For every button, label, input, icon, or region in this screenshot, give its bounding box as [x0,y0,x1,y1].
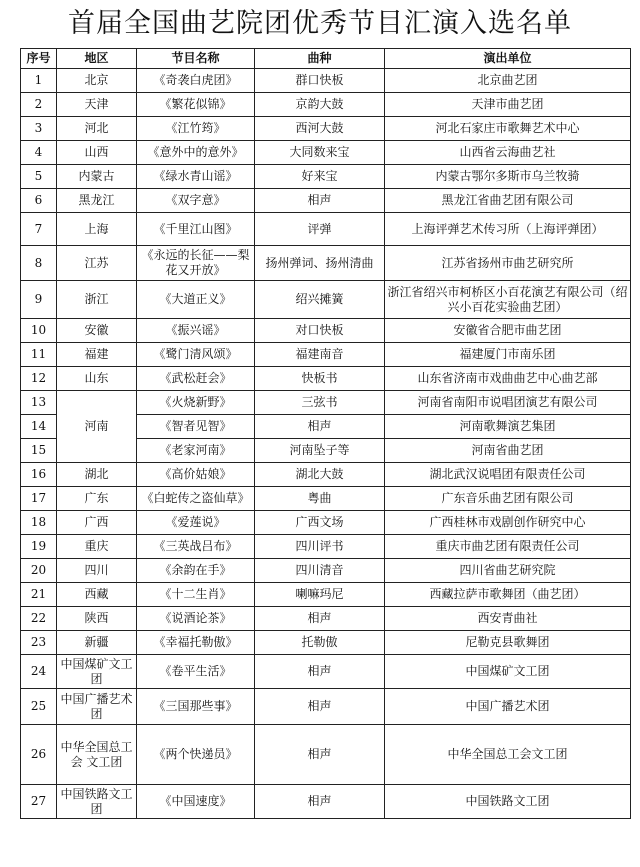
row-unit: 河南省曲艺团 [385,439,631,463]
row-program: 《中国速度》 [137,785,255,819]
row-genre: 喇嘛玛尼 [255,583,385,607]
table-row [21,583,631,607]
row-unit: 上海评弹艺术传习所（上海评弹团） [385,213,631,246]
row-region: 中国铁路文工团 [57,785,137,819]
row-genre: 绍兴摊簧 [255,281,385,319]
table-row [21,343,631,367]
row-genre: 福建南音 [255,343,385,367]
row-program: 《高价姑娘》 [137,463,255,487]
table-row [21,281,631,319]
row-program: 《余韵在手》 [137,559,255,583]
row-region: 福建 [57,343,137,367]
row-region: 中华全国总工会 文工团 [57,725,137,785]
row-program: 《火烧新野》 [137,391,255,415]
table-row [21,141,631,165]
row-program: 《奇袭白虎团》 [137,69,255,93]
row-index: 1 [21,69,57,93]
row-index: 17 [21,487,57,511]
row-unit: 福建厦门市南乐团 [385,343,631,367]
row-unit: 内蒙古鄂尔多斯市乌兰牧骑 [385,165,631,189]
row-unit: 中华全国总工会文工团 [385,725,631,785]
row-index: 9 [21,281,57,319]
row-genre: 西河大鼓 [255,117,385,141]
row-index: 21 [21,583,57,607]
row-region: 陕西 [57,607,137,631]
row-program: 《老家河南》 [137,439,255,463]
row-region: 浙江 [57,281,137,319]
row-region: 湖北 [57,463,137,487]
table-row [21,246,631,281]
table-row [21,117,631,141]
row-region: 内蒙古 [57,165,137,189]
row-index: 4 [21,141,57,165]
row-region: 黑龙江 [57,189,137,213]
page-title: 首届全国曲艺院团优秀节目汇演入选名单 [68,8,572,39]
row-unit: 重庆市曲艺团有限责任公司 [385,535,631,559]
row-program: 《江竹筠》 [137,117,255,141]
row-region: 广西 [57,511,137,535]
row-index: 19 [21,535,57,559]
row-unit: 河北石家庄市歌舞艺术中心 [385,117,631,141]
row-genre: 相声 [255,415,385,439]
row-index: 12 [21,367,57,391]
row-genre: 相声 [255,607,385,631]
row-genre: 四川评书 [255,535,385,559]
header-unit: 演出单位 [385,49,631,69]
row-program: 《永远的长征——梨花又开放》 [137,246,255,281]
row-index: 13 [21,391,57,415]
row-unit: 四川省曲艺研究院 [385,559,631,583]
row-unit: 河南省南阳市说唱团演艺有限公司 [385,391,631,415]
row-index: 11 [21,343,57,367]
table-row [21,631,631,655]
row-genre: 好来宝 [255,165,385,189]
table-row [21,725,631,785]
table-row [21,655,631,689]
table-row [21,559,631,583]
row-genre: 相声 [255,785,385,819]
row-unit: 河南歌舞演艺集团 [385,415,631,439]
row-program: 《鹭门清风颂》 [137,343,255,367]
row-region: 北京 [57,69,137,93]
row-region: 重庆 [57,535,137,559]
table-row [21,93,631,117]
table-row [21,463,631,487]
table-row [21,607,631,631]
row-program: 《三国那些事》 [137,689,255,725]
row-index: 8 [21,246,57,281]
row-index: 5 [21,165,57,189]
row-program: 《爱莲说》 [137,511,255,535]
row-region: 河南 [57,391,137,463]
row-unit: 江苏省扬州市曲艺研究所 [385,246,631,281]
header-genre: 曲种 [255,49,385,69]
row-region: 山东 [57,367,137,391]
row-program: 《武松赶会》 [137,367,255,391]
row-program: 《智者见智》 [137,415,255,439]
table-row [21,785,631,819]
row-genre: 群口快板 [255,69,385,93]
table-row [21,319,631,343]
row-region: 上海 [57,213,137,246]
row-program: 《十二生肖》 [137,583,255,607]
row-genre: 快板书 [255,367,385,391]
row-index: 23 [21,631,57,655]
row-index: 25 [21,689,57,725]
row-genre: 广西文场 [255,511,385,535]
table-row [21,487,631,511]
row-unit: 湖北武汉说唱团有限责任公司 [385,463,631,487]
table-row [21,189,631,213]
row-genre: 大同数来宝 [255,141,385,165]
table-row [21,367,631,391]
row-program: 《白蛇传之盗仙草》 [137,487,255,511]
table-row [21,689,631,725]
header-index: 序号 [21,49,57,69]
row-genre: 扬州弹词、扬州清曲 [255,246,385,281]
row-unit: 广西桂林市戏剧创作研究中心 [385,511,631,535]
row-genre: 对口快板 [255,319,385,343]
row-index: 26 [21,725,57,785]
row-unit: 浙江省绍兴市柯桥区小百花演艺有限公司（绍兴小百花实验曲艺团） [385,281,631,319]
row-region: 广东 [57,487,137,511]
row-index: 24 [21,655,57,689]
table-row [21,165,631,189]
table-row [21,69,631,93]
row-unit: 天津市曲艺团 [385,93,631,117]
row-program: 《幸福托勒傲》 [137,631,255,655]
row-genre: 三弦书 [255,391,385,415]
row-unit: 黑龙江省曲艺团有限公司 [385,189,631,213]
row-index: 22 [21,607,57,631]
table-header-row [21,49,631,69]
table-row [21,511,631,535]
row-genre: 相声 [255,689,385,725]
row-genre: 湖北大鼓 [255,463,385,487]
row-unit: 北京曲艺团 [385,69,631,93]
row-program: 《振兴谣》 [137,319,255,343]
row-unit: 中国广播艺术团 [385,689,631,725]
row-program: 《双字意》 [137,189,255,213]
row-index: 10 [21,319,57,343]
row-program: 《绿水青山谣》 [137,165,255,189]
row-unit: 山西省云海曲艺社 [385,141,631,165]
row-genre: 河南坠子等 [255,439,385,463]
row-region: 安徽 [57,319,137,343]
row-index: 20 [21,559,57,583]
row-index: 15 [21,439,57,463]
row-unit: 西藏拉萨市歌舞团（曲艺团） [385,583,631,607]
row-unit: 中国煤矿文工团 [385,655,631,689]
row-unit: 西安青曲社 [385,607,631,631]
row-region: 天津 [57,93,137,117]
row-program: 《两个快递员》 [137,725,255,785]
row-region: 中国煤矿文工团 [57,655,137,689]
row-unit: 中国铁路文工团 [385,785,631,819]
header-program: 节目名称 [137,49,255,69]
row-index: 7 [21,213,57,246]
row-index: 6 [21,189,57,213]
row-index: 3 [21,117,57,141]
row-index: 18 [21,511,57,535]
row-genre: 京韵大鼓 [255,93,385,117]
row-region: 山西 [57,141,137,165]
row-program: 《千里江山图》 [137,213,255,246]
row-index: 16 [21,463,57,487]
header-region: 地区 [57,49,137,69]
row-region: 四川 [57,559,137,583]
row-region: 西藏 [57,583,137,607]
row-genre: 粤曲 [255,487,385,511]
row-genre: 四川清音 [255,559,385,583]
row-program: 《说酒论茶》 [137,607,255,631]
row-program: 《三英战吕布》 [137,535,255,559]
row-genre: 相声 [255,655,385,689]
row-genre: 评弹 [255,213,385,246]
row-genre: 相声 [255,189,385,213]
table-row [21,391,631,415]
row-unit: 广东音乐曲艺团有限公司 [385,487,631,511]
row-region: 河北 [57,117,137,141]
row-program: 《卷平生活》 [137,655,255,689]
row-genre: 托勒傲 [255,631,385,655]
table-row [21,535,631,559]
row-unit: 尼勒克县歌舞团 [385,631,631,655]
row-index: 14 [21,415,57,439]
row-genre: 相声 [255,725,385,785]
row-program: 《意外中的意外》 [137,141,255,165]
selection-table [20,48,631,819]
row-index: 2 [21,93,57,117]
row-program: 《大道正义》 [137,281,255,319]
row-index: 27 [21,785,57,819]
row-region: 江苏 [57,246,137,281]
row-unit: 山东省济南市戏曲曲艺中心曲艺部 [385,367,631,391]
row-region: 新疆 [57,631,137,655]
row-unit: 安徽省合肥市曲艺团 [385,319,631,343]
row-program: 《繁花似锦》 [137,93,255,117]
row-region: 中国广播艺术团 [57,689,137,725]
table-row [21,213,631,246]
